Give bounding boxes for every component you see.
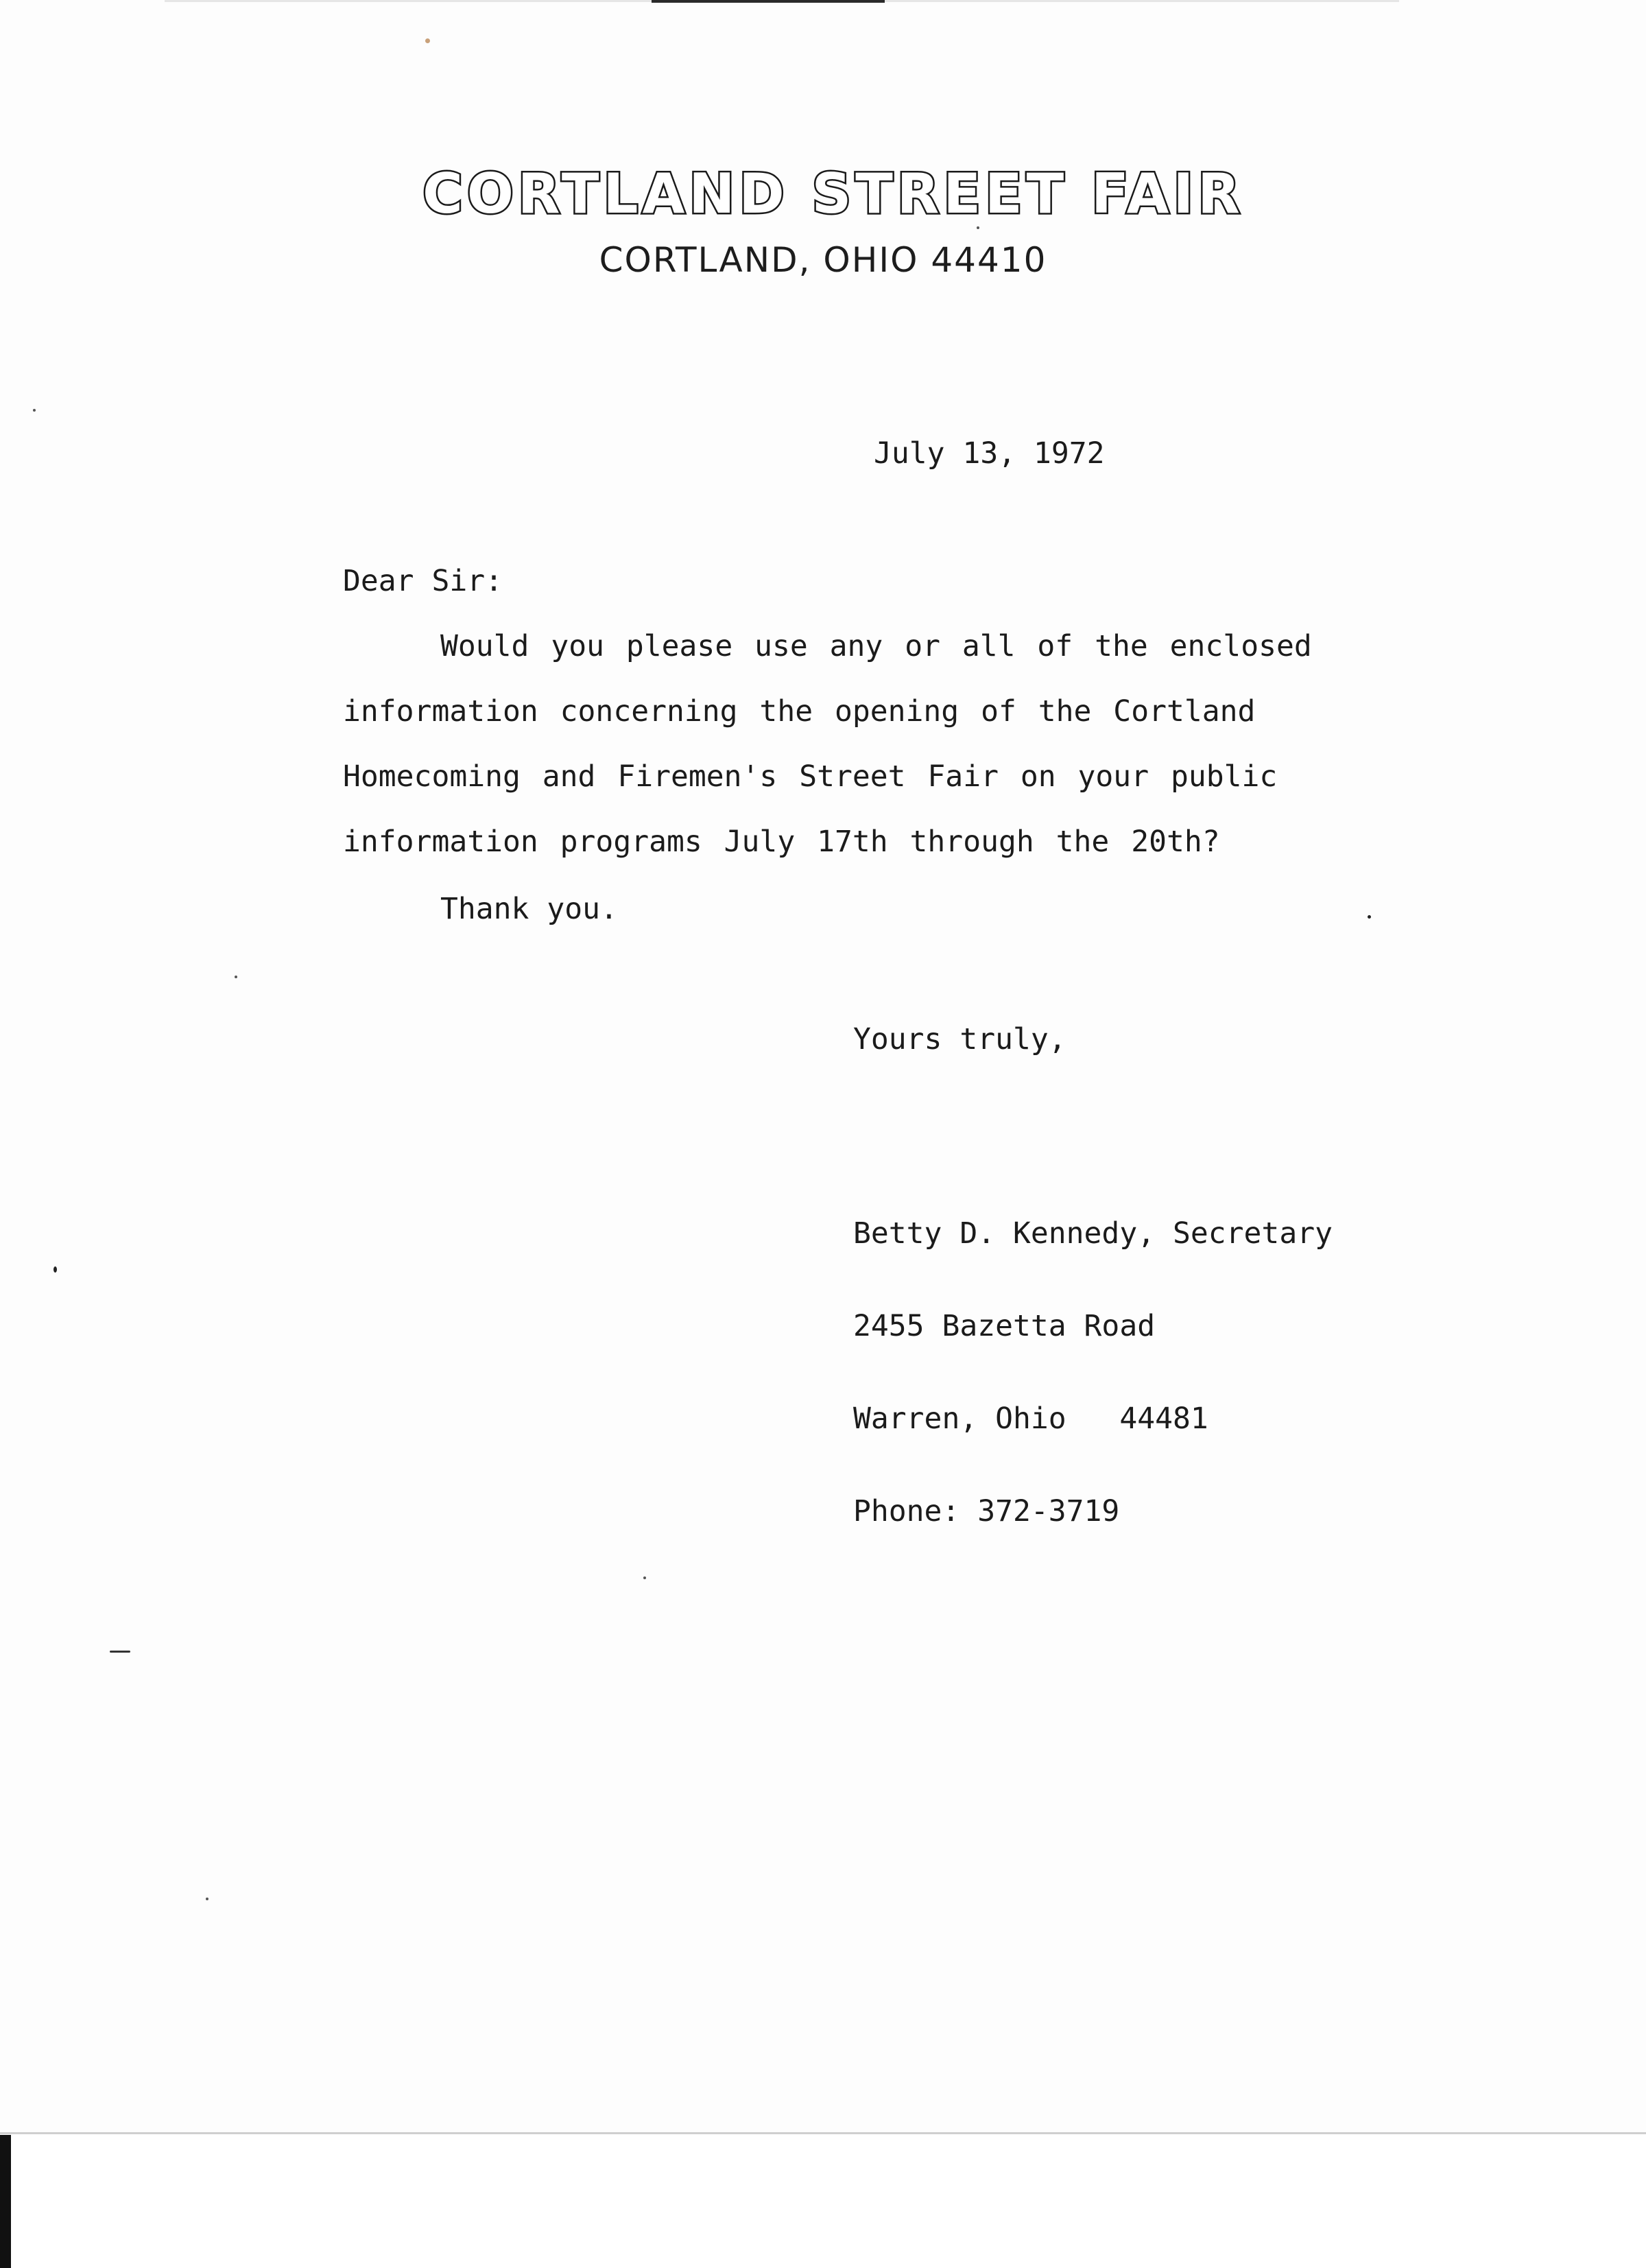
scan-speck xyxy=(33,409,36,412)
signature-name: Betty D. Kennedy, Secretary xyxy=(853,1216,1333,1251)
letter-body xyxy=(343,626,1385,886)
signature-block xyxy=(853,1157,1333,1589)
scan-edge-bottom xyxy=(0,2132,1646,2134)
body-line: information programs July 17th through the 20th? xyxy=(343,825,1220,859)
body-line: information concerning the opening of the Cortland xyxy=(343,694,1256,729)
scan-mark-top xyxy=(652,0,885,3)
scan-speck xyxy=(53,1266,57,1273)
signature-street: 2455 Bazetta Road xyxy=(853,1309,1156,1343)
letterhead-address: CORTLAND, OHIO 44410 xyxy=(599,240,1047,280)
signature-phone: Phone: 372-3719 xyxy=(853,1494,1120,1528)
body-line: Would you please use any or all of the enclosed xyxy=(440,629,1312,663)
letter-thanks: Thank you. xyxy=(440,892,618,926)
scan-speck xyxy=(206,1898,208,1900)
letter-salutation: Dear Sir: xyxy=(343,564,503,598)
scan-speck xyxy=(425,38,430,43)
scan-speck xyxy=(1368,915,1371,919)
scan-bottom-strip xyxy=(0,2134,1646,2268)
scan-speck xyxy=(110,1651,130,1653)
letterhead-organization: CORTLAND STREET FAIR xyxy=(422,162,1244,226)
body-line: Homecoming and Firemen's Street Fair on your public xyxy=(343,759,1278,794)
scan-shadow-left xyxy=(0,2135,11,2268)
signature-city: Warren, Ohio 44481 xyxy=(853,1402,1208,1436)
scan-speck xyxy=(235,976,237,978)
scan-speck xyxy=(643,1576,646,1579)
letterhead xyxy=(0,156,1646,284)
letter-date: July 13, 1972 xyxy=(874,436,1105,471)
letter-closing: Yours truly, xyxy=(853,1022,1066,1056)
